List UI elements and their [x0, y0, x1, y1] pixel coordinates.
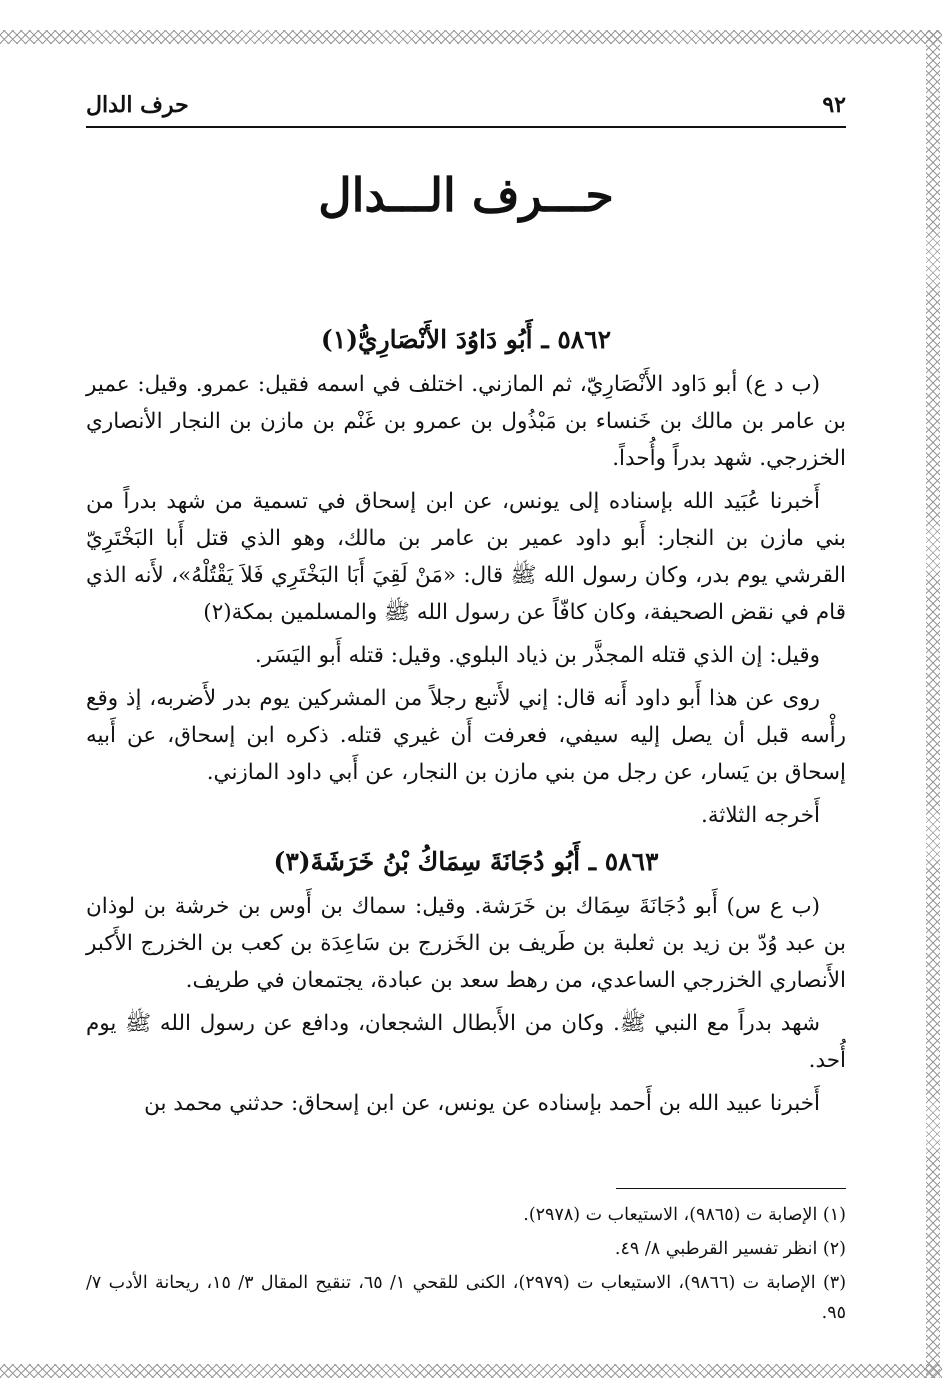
decorative-border-bottom: [0, 1364, 942, 1378]
footnote: (٢) انظر تفسير القرطبي ٨/ ٤٩.: [614, 1239, 846, 1259]
footnote: (٣) الإصابة ت (٩٨٦٦)، الاستيعاب ت (٢٩٧٩)، الكنى للقحي ١/ ٦٥، تنقيح المقال ٣/ ١٥، ريحانة الأدب ٧/ ٩٥.: [86, 1273, 847, 1323]
running-title: حرف الدال: [86, 92, 189, 118]
paragraph: شهد بدراً مع النبي ﷺ. وكان من الأَبطال الشجعان، ودافع عن رسول الله ﷺ يوم أُحد.: [86, 1011, 846, 1073]
running-header: [86, 90, 846, 128]
paragraph: أَخرجه الثلاثة.: [701, 803, 820, 828]
footnotes: [86, 1200, 846, 1332]
book-page: [86, 60, 846, 1360]
entry-heading: ٥٨٦٢ ـ أَبُو دَاوُدَ الأَنْصَارِيُّ(١): [320, 325, 612, 354]
paragraph: أَخبرنا عُبَيد الله بإسناده إلى يونس، عن ابن إسحاق في تسمية من شهد بدراً من بني مازن بن النجار: أَبو داود عمير بن عامر بن مالك، وهو الذي قتل أَبا البَخْتَرِيّ القرشي يوم بدر، وكان رسول الله ﷺ قال: «مَنْ لَقِيَ أَبَا البَخْتَرِي فَلاَ يَقْتُلْهُ»، لأَنه الذي قام في نقض الصحيفة، وكان كافّاً عن رسول الله ﷺ والمسلمين بمكة(٢): [86, 489, 846, 625]
paragraph: (ب د ع) أبو دَاود الأَنْصَارِيّ، ثم المازني. اختلف في اسمه فقيل: عمرو. وقيل: عمير بن عامر بن مالك بن خَنساء بن مَبْذُول بن عمرو بن غَنْم بن مازن بن النجار الأنصاري الخزرجي. شهد بدراً وأُحداً.: [86, 372, 846, 471]
entry-5863: [86, 840, 846, 1122]
chapter-title: حـــرف الـــدال: [318, 168, 614, 222]
entry-heading: ٥٨٦٣ ـ أَبُو دُجَانَةَ سِمَاكُ بْنُ خَرَشَةَ(٣): [273, 847, 659, 876]
paragraph: روى عن هذا أَبو داود أَنه قال: إني لأَتبع رجلاً من المشركين يوم بدر لأَضربه، إذ وقع رأْسه قبل أن يصل إليه سيفي، فعرفت أَن غيري قتله. ذكره ابن إسحاق، عن أَبيه إسحاق بن يَسار، عن رجل من بني مازن بن النجار، عن أَبي داود المازني.: [86, 686, 846, 785]
paragraph: (ب ع س) أَبو دُجَانَةَ سِمَاك بن خَرَشة. وقيل: سماك بن أَوس بن خرشة بن لوذان بن عبد وُدّ بن زيد بن ثعلبة بن طَريف بن الخَزرج بن سَاعِدَة بن كعب بن الخزرج الأَكبر الأَنصاري الخزرجي الساعدي، من رهط سعد بن عبادة، يجتمعان في طريف.: [86, 894, 846, 993]
decorative-border-right: [926, 30, 940, 1378]
footnote-separator: [616, 1188, 846, 1189]
body-text: [86, 318, 846, 1128]
page-number: ٩٢: [822, 92, 846, 118]
decorative-border-top: [0, 30, 942, 44]
paragraph: وقيل: إن الذي قتله المجذَّر بن ذياد البلوي. وقيل: قتله أَبو اليَسَر.: [254, 643, 820, 668]
paragraph: أَخبرنا عبيد الله بن أَحمد بإسناده عن يونس، عن ابن إسحاق: حدثني محمد بن: [144, 1091, 820, 1116]
entry-5862: [86, 318, 846, 834]
footnote: (١) الإصابة ت (٩٨٦٥)، الاستيعاب ت (٢٩٧٨).: [523, 1205, 846, 1225]
